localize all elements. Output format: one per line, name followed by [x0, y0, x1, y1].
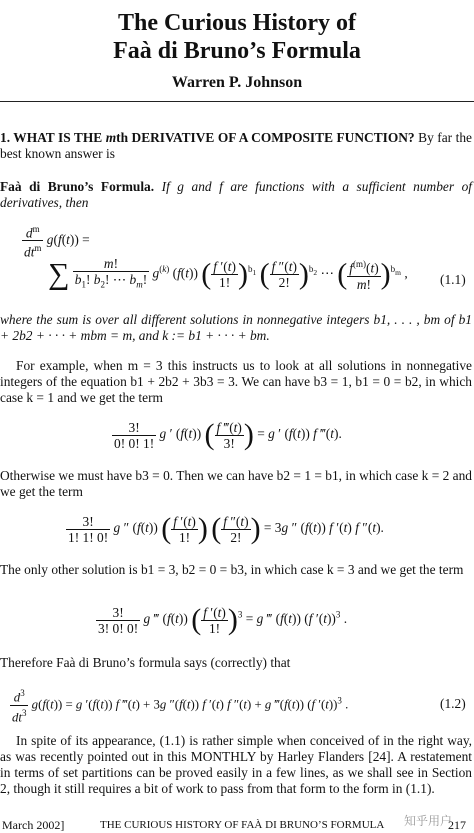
after-eq1: where the sum is over all different solutions in nonnegative integers b1, . . . , bm of b1 + 2b2 + · · · + mbm = m, and k := b1 + · · · + bm. [0, 312, 472, 343]
watermark: 知乎用户 [403, 814, 452, 828]
theorem: Faà di Bruno’s Formula. If g and f are functions with a sufficient number of derivatives, then [0, 179, 472, 210]
author: Warren P. Johnson [171, 74, 303, 91]
top-rule [0, 101, 474, 102]
term-k1: $\frac{3!}{0! 0! 1!}$ g ′ (f(t)) ( $\frac{f ‴(t)}{3!}$ ) = g ′ (f(t)) f ‴(t). [114, 418, 342, 451]
footer-running-title: THE CURIOUS HISTORY OF FAÀ DI BRUNO’S FORMULA [100, 819, 385, 831]
para-spite: In spite of its appearance, (1.1) is rather simple when conceived of in the right way, as was recently pointed out in this MONTHLY by Harley Flanders [24]. A restatement in terms of set partitions can be proved easily in a few lines, as we shall see in Section 2, though it still requires a bit of work to pass from that form to the form in (1.1). [0, 733, 472, 796]
section-heading: 1. WHAT IS THE mth DERIVATIVE OF A COMPOSITE FUNCTION? By far the best known answer is [0, 130, 472, 161]
page-number: 217 [448, 818, 466, 832]
eq2-number: (1.2) [440, 696, 466, 711]
footer-date: March 2002] [2, 818, 65, 832]
title-line-1: The Curious History of [117, 10, 356, 36]
para-therefore: Therefore Faà di Bruno’s formula says (correctly) that [0, 655, 291, 670]
para-only: The only other solution is b1 = 3, b2 = 0 = b3, in which case k = 3 and we get the term [0, 562, 464, 577]
eq1-rhs: ∑ $\frac{m!}{b_1! b_2! \cdots b_m!}$ $g^{(k)}$ (f(t)) ( $\frac{f '(t)}{1!}$ )$^{b_1}$ ( $\frac{f ''(t)}{2!}$ )$^{b_2}$ ⋯ ( $\frac{f^{(m)}(t)}{m!}$ )$^{b_m}$ , [48, 256, 408, 292]
eq1-lhs: $\frac{d^m}{dt^m}$ g(f(t)) = [24, 224, 90, 260]
term-k3: $\frac{3!}{3! 0! 0!}$ g ‴ (f(t)) ( $\frac{f '(t)}{1!}$ )$^3$ = g ‴ (f(t)) (f ′(t))$^3$ . [98, 603, 348, 636]
term-k2: $\frac{3!}{1! 1! 0!}$ g ″ (f(t)) ( $\frac{f '(t)}{1!}$ ) ( $\frac{f ''(t)}{2!}$ ) = 3g ″ (f(t)) f ′(t) f ″(t). [68, 512, 384, 545]
eq1-number: (1.1) [440, 272, 466, 287]
eq2: $\frac{d^3}{dt^3}$ g(f(t)) = g ′(f(t)) f ‴(t) + 3g ″(f(t)) f ′(t) f ″(t) + g ‴(f(t)) (f ′(t))$^3$ . [12, 688, 349, 725]
title-line-2: Faà di Bruno’s Formula [113, 38, 361, 64]
para-otherwise: Otherwise we must have b3 = 0. Then we can have b2 = 1 = b1, in which case k = 2 and we get the term [0, 468, 472, 499]
para-example: For example, when m = 3 this instructs us to look at all solutions in nonnegative integers of the equation b1 + 2b2 + 3b3 = 3. We can have b3 = 1, b1 = 0 = b2, in which case k = 1 and we get the term [0, 358, 472, 405]
